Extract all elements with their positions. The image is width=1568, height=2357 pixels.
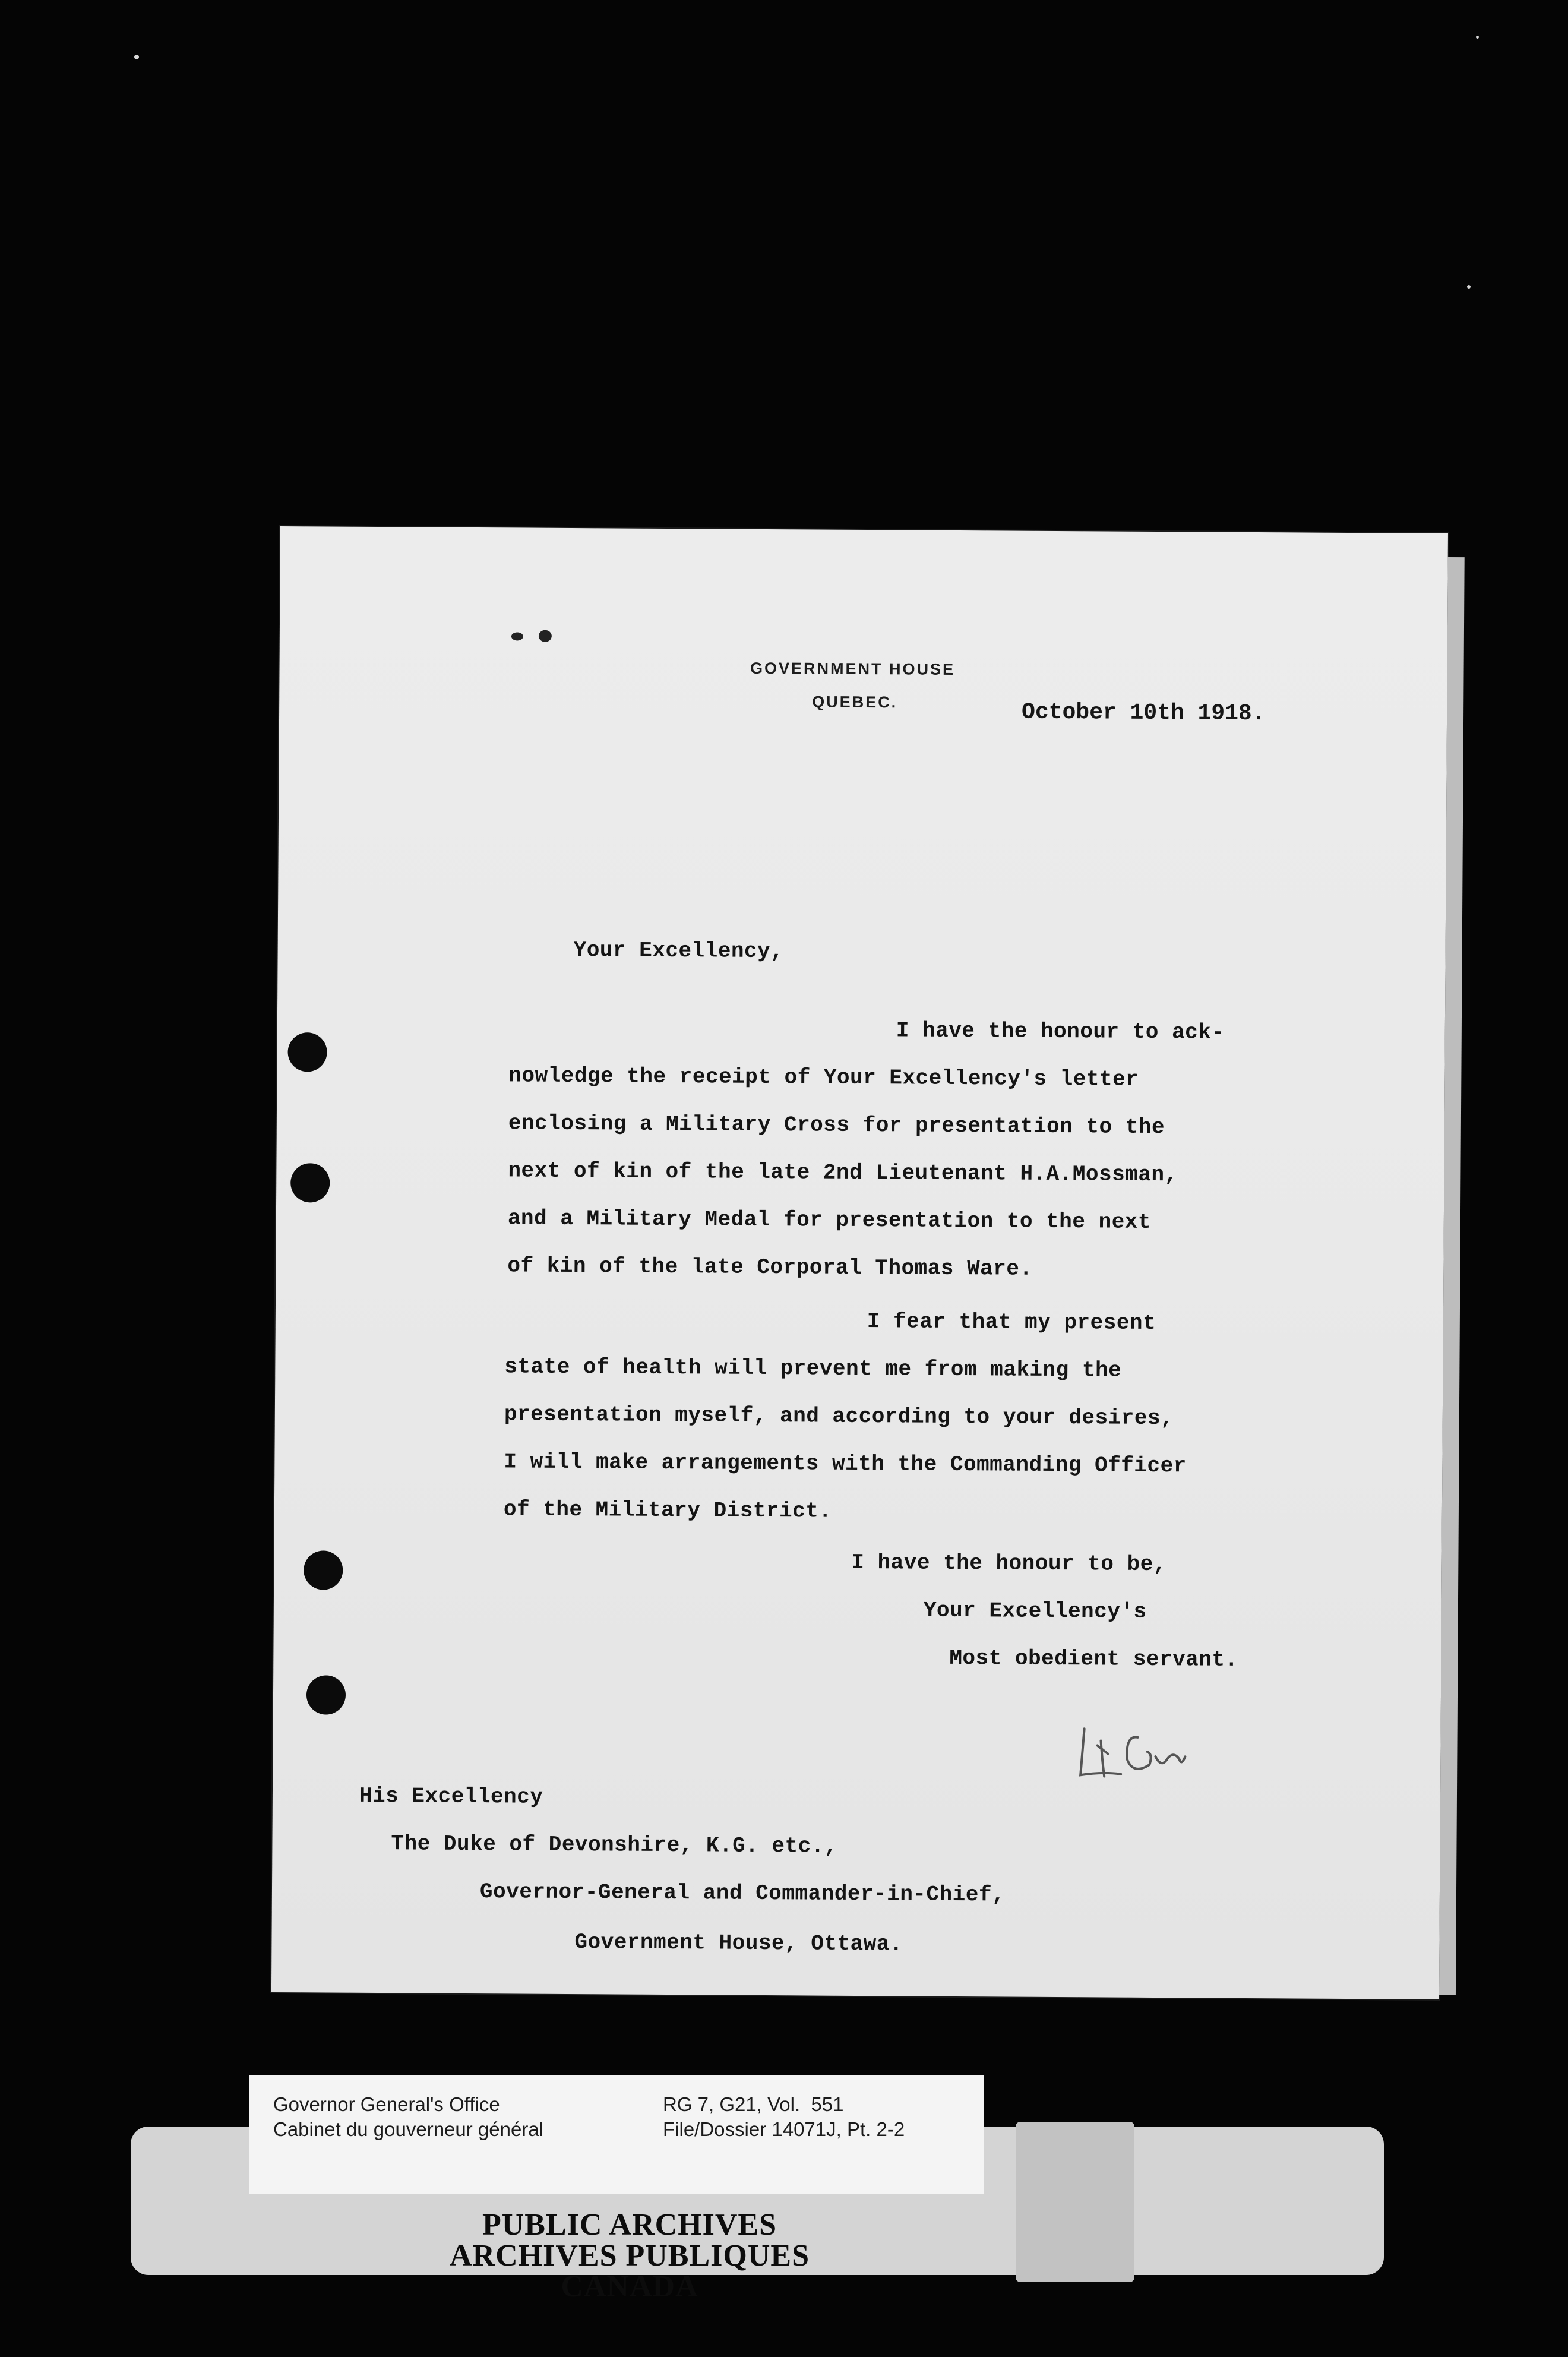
archive-title bbox=[416, 2210, 843, 2302]
archive-title-country: CANADA bbox=[561, 2270, 698, 2304]
address-line: The Duke of Devonshire, K.G. etc., bbox=[391, 1831, 838, 1859]
closing-line: I have the honour to be, bbox=[851, 1550, 1166, 1577]
body-line: I fear that my present bbox=[867, 1309, 1156, 1336]
ink-mark bbox=[511, 632, 523, 640]
signature-text: Lt Gov bbox=[1066, 1717, 1069, 1718]
closing-line: Your Excellency's bbox=[923, 1598, 1147, 1624]
punch-hole bbox=[304, 1550, 343, 1590]
archive-title-fr: ARCHIVES PUBLIQUES bbox=[449, 2239, 810, 2273]
body-line: and a Military Medal for presentation to the next bbox=[507, 1206, 1152, 1234]
film-speck bbox=[1467, 285, 1471, 289]
address-line: Government House, Ottawa. bbox=[574, 1930, 903, 1957]
body-line: I will make arrangements with the Commanding Officer bbox=[504, 1449, 1187, 1478]
letterhead-name: GOVERNMENT HOUSE bbox=[750, 659, 956, 678]
office-name-fr: Cabinet du gouverneur général bbox=[273, 2118, 543, 2140]
body-line: state of health will prevent me from making the bbox=[504, 1354, 1122, 1383]
letter-page bbox=[271, 526, 1448, 1999]
body-line: of the Military District. bbox=[503, 1497, 832, 1524]
punch-hole bbox=[290, 1163, 330, 1202]
address-line: His Excellency bbox=[359, 1783, 543, 1809]
signature bbox=[1066, 1717, 1191, 1789]
body-line: enclosing a Military Cross for presentation to the bbox=[508, 1111, 1165, 1140]
record-group: RG 7, G21, Vol. 551 bbox=[663, 2093, 844, 2115]
punch-hole bbox=[287, 1032, 327, 1072]
closing-line: Most obedient servant. bbox=[949, 1645, 1238, 1672]
letterhead bbox=[728, 652, 978, 720]
address-line: Governor-General and Commander-in-Chief, bbox=[479, 1879, 1006, 1907]
salutation: Your Excellency, bbox=[573, 938, 784, 964]
file-number: File/Dossier 14071J, Pt. 2-2 bbox=[663, 2118, 905, 2140]
film-speck bbox=[134, 55, 139, 59]
office-name-en: Governor General's Office bbox=[273, 2093, 500, 2115]
body-line: I have the honour to ack- bbox=[896, 1018, 1225, 1045]
body-line: next of kin of the late 2nd Lieutenant H.A.Mossman, bbox=[508, 1158, 1178, 1187]
archive-strip-shade bbox=[1016, 2122, 1134, 2282]
letter-date: October 10th 1918. bbox=[1021, 699, 1266, 727]
ink-mark bbox=[539, 630, 552, 642]
letterhead-city: QUEBEC. bbox=[812, 693, 898, 712]
body-line: presentation myself, and according to your desires, bbox=[504, 1402, 1174, 1431]
film-speck bbox=[1476, 36, 1479, 39]
body-line: nowledge the receipt of Your Excellency's letter bbox=[508, 1063, 1139, 1092]
archive-reference-card bbox=[249, 2075, 984, 2194]
archive-title-en: PUBLIC ARCHIVES bbox=[482, 2208, 777, 2242]
punch-hole bbox=[306, 1675, 346, 1714]
body-line: of kin of the late Corporal Thomas Ware. bbox=[507, 1253, 1033, 1281]
page-edge bbox=[1439, 557, 1465, 1995]
